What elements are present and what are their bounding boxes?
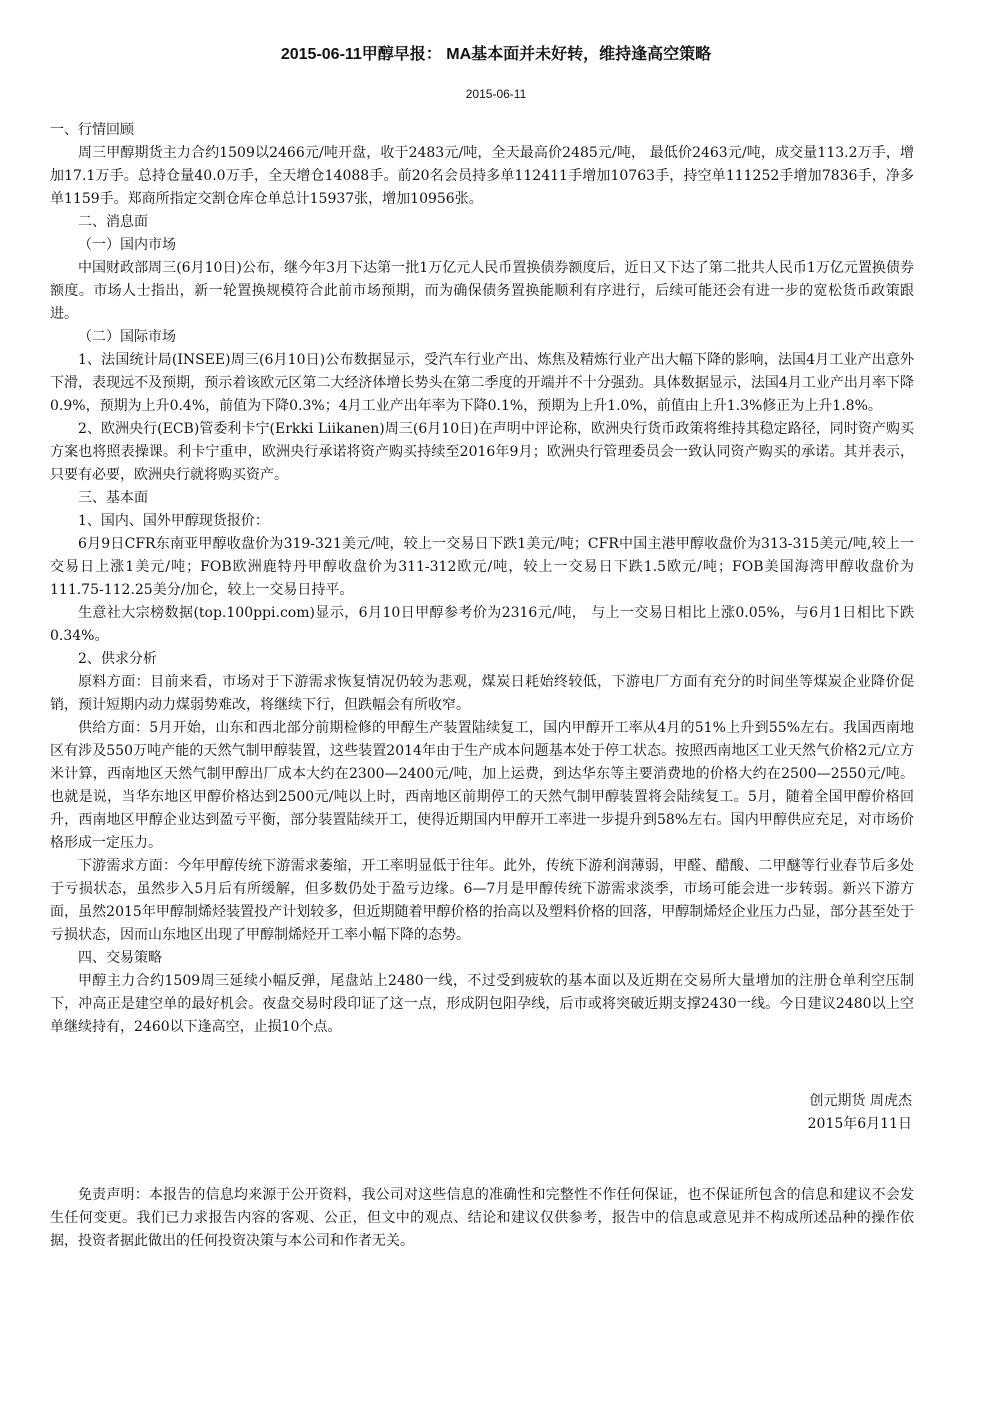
report-title: 2015-06-11甲醇早报： MA基本面并未好转，维持逢高空策略 xyxy=(280,46,712,63)
strategy-paragraph: 甲醇主力合约1509周三延续小幅反弹，尾盘站上2480一线，不过受到疲软的基本面以及近期在交易所大量增加的注册仓单利空压制下，冲高正是建空单的最好机会。夜盘交易时段印证了这一点，形成阴包阳孕线，后市或将突破近期支撑2430一线。今日建议2480以上空单继续持有，2460以下逢高空，止损10个点。 xyxy=(50,973,914,1035)
section-heading-market-review: 一、行情回顾 xyxy=(50,122,134,138)
international-market-paragraph-1: 1、法国统计局(INSEE)周三(6月10日)公布数据显示，受汽车行业产出、炼焦及精炼行业产出大幅下降的影响，法国4月工业产出意外下滑，表现远不及预期，预示着该欧元区第二大经济体增长势头在第二季度的开端并不十分强劲。具体数据显示，法国4月工业产出月率下降0.9%，预期为上升0.4%，前值为下降0.3%；4月工业产出年率为下降0.1%，预期为上升1.0%，前值由上升1.3%修正为上升1.8%。 xyxy=(50,352,914,414)
supply-demand-paragraph-supply: 供给方面：5月开始，山东和西北部分前期检修的甲醇生产装置陆续复工，国内甲醇开工率从4月的51%上升到55%左右。我国西南地区有涉及550万吨产能的天然气制甲醇装置，这些装置2014年由于生产成本问题基本处于停工状态。按照西南地区工业天然气价格2元/立方米计算，西南地区天然气制甲醇出厂成本大约在2300—2400元/吨，加上运费，到达华东等主要消费地的价格大约在2500—2550元/吨。也就是说，当华东地区甲醇价格达到2500元/吨以上时，西南地区前期停工的天然气制甲醇装置将会陆续复工。5月，随着全国甲醇价格回升，西南地区甲醇企业达到盈亏平衡，部分装置陆续开工，使得近期国内甲醇开工率进一步提升到58%左右。国内甲醇供应充足，对市场价格形成一定压力。 xyxy=(50,720,914,851)
report-date: 2015-06-11 xyxy=(465,87,527,101)
spot-prices-paragraph-1: 6月9日CFR东南亚甲醇收盘价为319-321美元/吨，较上一交易日下跌1美元/吨；CFR中国主港甲醇收盘价为313-315美元/吨,较上一交易日上涨1美元/吨；FOB欧洲鹿特丹甲醇收盘价为311-312欧元/吨，较上一交易日下跌1.5欧元/吨；FOB美国海湾甲醇收盘价为111.75-112.25美分/加仑，较上一交易日持平。 xyxy=(50,536,914,598)
subheading-supply-demand: 2、供求分析 xyxy=(78,651,157,667)
signature-date: 2015年6月11日 xyxy=(807,1116,912,1132)
disclaimer-paragraph: 免责声明：本报告的信息均来源于公开资料，我公司对这些信息的准确性和完整性不作任何保证，也不保证所包含的信息和建议不会发生任何变更。我们已力求报告内容的客观、公正，但文中的观点、结论和建议仅供参考，报告中的信息或意见并不构成所述品种的操作依据，投资者据此做出的任何投资决策与本公司和作者无关。 xyxy=(50,1187,914,1249)
signature-block xyxy=(600,1090,912,1136)
international-market-paragraph-2: 2、欧洲央行(ECB)管委利卡宁(Erkki Liikanen)周三(6月10日)在声明中评论称，欧洲央行货币政策将维持其稳定路径，同时资产购买方案也将照表操课。利卡宁重申，欧洲央行承诺将资产购买持续至2016年9月；欧洲央行管理委员会一致认同资产购买的承诺。其并表示，只要有必要，欧洲央行就将购买资产。 xyxy=(50,421,914,483)
domestic-market-paragraph: 中国财政部周三(6月10日)公布，继今年3月下达第一批1万亿元人民币置换债券额度后，近日又下达了第二批共人民币1万亿元置换债券额度。市场人士指出，新一轮置换规模符合此前市场预期，而为确保债务置换能顺利有序进行，后续可能还会有进一步的宽松货币政策跟进。 xyxy=(50,260,914,322)
subheading-international-market: （二）国际市场 xyxy=(78,329,176,345)
section-heading-news: 二、消息面 xyxy=(78,214,148,230)
section-heading-fundamentals: 三、基本面 xyxy=(78,490,148,506)
signature-author: 创元期货 周虎杰 xyxy=(809,1093,912,1109)
market-review-paragraph: 周三甲醇期货主力合约1509以2466元/吨开盘，收于2483元/吨，全天最高价2485元/吨， 最低价2463元/吨，成交量113.2万手，增加17.1万手。总持仓量40.0万手，全天增仓14088手。前20名会员持多单112411手增加10763手，持空单111252手增加7836手，净多单1159手。郑商所指定交割仓库仓单总计15937张，增加10956张。 xyxy=(50,145,914,207)
supply-demand-paragraph-demand: 下游需求方面：今年甲醇传统下游需求萎缩，开工率明显低于往年。此外，传统下游利润薄弱，甲醛、醋酸、二甲醚等行业春节后多处于亏损状态，虽然步入5月后有所缓解，但多数仍处于盈亏边缘。6—7月是甲醇传统下游需求淡季，市场可能会进一步转弱。新兴下游方面，虽然2015年甲醇制烯烃装置投产计划较多，但近期随着甲醇价格的抬高以及塑料价格的回落，甲醇制烯烃企业压力凸显，部分甚至处于亏损状态，因而山东地区出现了甲醇制烯烃开工率小幅下降的态势。 xyxy=(50,858,914,943)
spot-prices-paragraph-2: 生意社大宗榜数据(top.100ppi.com)显示，6月10日甲醇参考价为2316元/吨， 与上一交易日相比上涨0.05%，与6月1日相比下跌0.34%。 xyxy=(50,605,914,644)
subheading-domestic-market: （一）国内市场 xyxy=(78,237,176,253)
subheading-spot-prices: 1、国内、国外甲醇现货报价： xyxy=(78,513,269,529)
supply-demand-paragraph-raw-materials: 原料方面：目前来看，市场对于下游需求恢复情况仍较为悲观，煤炭日耗始终较低，下游电厂方面有充分的时间坐等煤炭企业降价促销，预计短期内动力煤弱势难改，将继续下行，但跌幅会有所收窄。 xyxy=(50,674,914,713)
report-body xyxy=(50,119,914,1039)
section-heading-strategy: 四、交易策略 xyxy=(78,950,162,966)
